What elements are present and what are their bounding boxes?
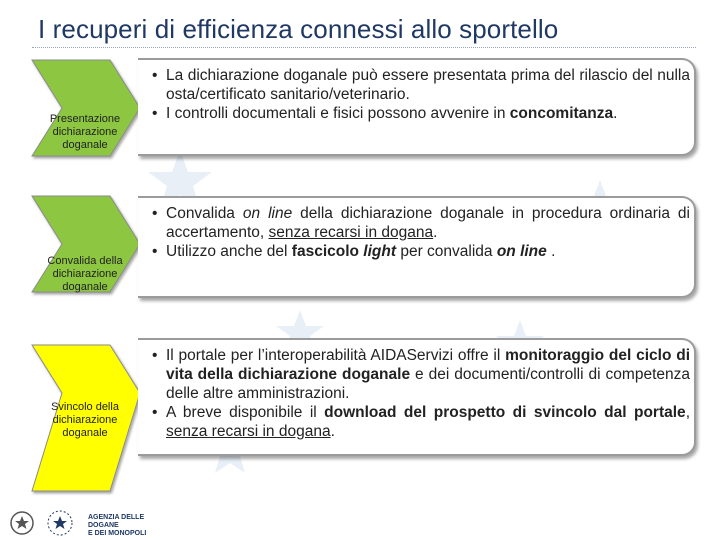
bullet-item — [152, 66, 690, 104]
text-run: per convalida — [396, 243, 497, 260]
text-run: La dichiarazione doganale può essere presentata prima del rilascio del nulla osta/certificato sanitario/veterinario. — [166, 67, 690, 103]
text-run: Utilizzo anche del — [166, 243, 292, 260]
agency-name-line1: AGENZIA DELLE DOGANE — [88, 514, 145, 529]
text-run: on line — [242, 205, 293, 222]
underlined-text: senza recarsi in dogana — [166, 423, 331, 440]
step-box-svincolo — [138, 338, 696, 456]
page-title: I recuperi di efficienza connessi allo sportello — [38, 14, 559, 44]
bold-text: monitoraggio del ciclo di vita della dichiarazione doganale — [166, 347, 690, 383]
step-box-presentazione — [138, 58, 696, 156]
emblem-star-icon — [15, 516, 29, 529]
text-run: , — [685, 404, 690, 421]
text-run: Convalida — [166, 205, 243, 222]
bold-text: fascicolo — [291, 243, 364, 260]
underlined-text: senza recarsi in dogana — [268, 224, 434, 241]
bullet-item — [152, 346, 690, 403]
agency-star-icon — [53, 516, 67, 529]
text-run: . — [330, 423, 335, 440]
bullet-item — [152, 242, 690, 261]
bold-text: concomitanza — [509, 105, 614, 122]
text-run: . — [546, 243, 556, 260]
text-run: e dei documenti/controlli di competenza delle altre amministrazioni. — [166, 366, 690, 402]
text-run: della dichiarazione doganale in procedura ordinaria di accertamento, — [166, 205, 690, 241]
bullet-item — [152, 204, 690, 242]
bullet-item — [152, 403, 690, 441]
bullet-item — [152, 104, 690, 123]
step-box-convalida — [138, 196, 696, 298]
agency-name-line2: E DEI MONOPOLI — [88, 530, 147, 537]
text-run: . — [433, 224, 438, 241]
agency-name — [88, 514, 168, 538]
step-label-presentazione: Presentazione dichiarazione doganale — [49, 113, 121, 151]
text-run: Il portale per l’interoperabilità AIDAServizi offre il — [166, 347, 506, 364]
bold-text: download del prospetto di svincolo dal portale — [324, 404, 686, 421]
bold-text: light — [363, 243, 397, 260]
text-run: A breve disponibile il — [166, 404, 325, 421]
text-run: . — [613, 105, 618, 122]
bold-text: on line — [496, 243, 547, 260]
text-run: I controlli documentali e fisici possono avvenire in — [166, 105, 510, 122]
step-label-svincolo: Svincolo della dichiarazione doganale — [51, 401, 119, 439]
step-label-convalida: Convalida della dichiarazione doganale — [47, 255, 123, 293]
